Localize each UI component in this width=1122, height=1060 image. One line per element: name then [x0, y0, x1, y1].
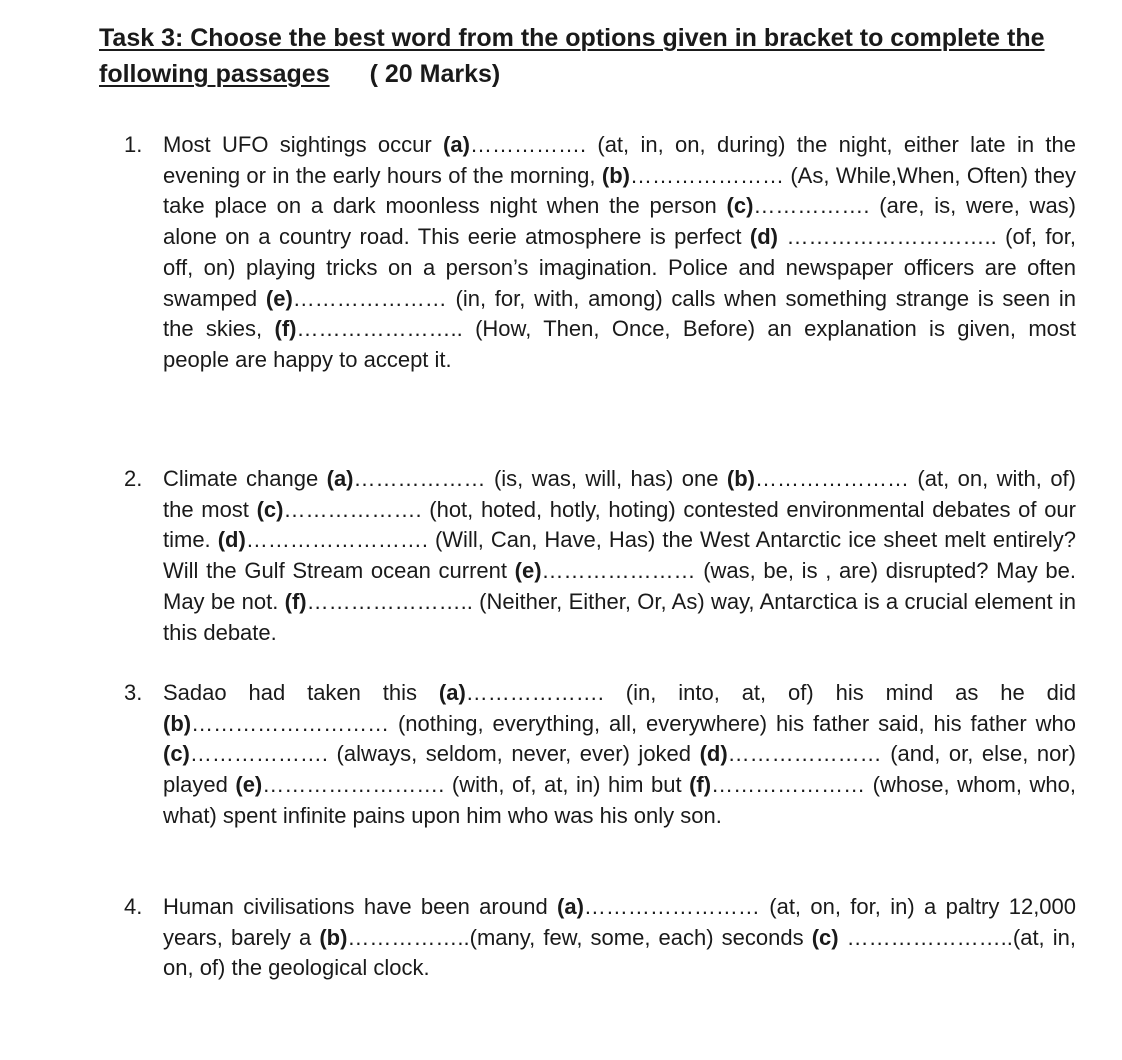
- passage-text: ………………… (in, for, with, among) calls when something strange is seen in the skies,: [163, 285, 1076, 342]
- marks-label: ( 20 Marks): [369, 60, 501, 88]
- passage-text: ………………. (always, seldom, never, ever) joked: [189, 741, 700, 767]
- passage-text: ………………….. (How, Then, Once, Before) an explanation is given, most people are happy to accept it.: [163, 316, 1077, 372]
- blank-label: (f): [274, 316, 297, 342]
- question-passage: [163, 678, 1076, 832]
- passage-text: ………………. (in, into, at, of) his mind as he did: [465, 680, 1076, 705]
- passage-text: ……………………… (nothing, everything, all, everywhere) his father said, his father who: [191, 710, 1076, 736]
- blank-label: (a): [557, 894, 584, 919]
- blank-label: (b): [726, 466, 755, 491]
- passage-text: ……………………. (with, of, at, in) him but: [262, 772, 690, 798]
- passage-text: ………………. (hot, hoted, hotly, hoting) contested environmental debates of our time.: [163, 496, 1076, 553]
- passage-text: ………………… (As, While,When, Often) they take place on a dark moonless night when the person: [163, 162, 1076, 219]
- passage-text: ……………. (are, is, were, was) alone on a country road. This eerie atmosphere is perfect: [163, 193, 1077, 250]
- blank-label: (d): [699, 741, 728, 767]
- question-number: 3.: [124, 680, 143, 705]
- passage-text: ……………………. (Will, Can, Have, Has) the West Antarctic ice sheet melt entirely? Will the Gulf Stream ocean current: [163, 527, 1076, 584]
- blank-label: (a): [443, 132, 470, 157]
- passage-text: ………………… (whose, whom, who, what) spent infinite pains upon him who was his only son.: [163, 772, 1076, 828]
- passage-text: …………………… (at, on, for, in) a paltry 12,000 years, barely a: [163, 894, 1077, 950]
- blank-label: (c): [256, 496, 284, 522]
- blank-label: (c): [811, 924, 839, 950]
- blank-label: (c): [726, 193, 754, 219]
- blank-label: (b): [601, 162, 630, 188]
- question-4: [124, 892, 1076, 984]
- passage-text: ……………… (is, was, will, has) one: [353, 466, 727, 491]
- question-passage: [163, 464, 1076, 648]
- blank-label: (a): [326, 466, 354, 491]
- blank-label: (b): [163, 710, 192, 736]
- blank-label: (d): [749, 224, 779, 250]
- passage-text: ……………. (at, in, on, during) the night, either late in the evening or in the early hours of the morning,: [163, 132, 1077, 188]
- blank-label: (f): [284, 588, 307, 614]
- blank-label: (b): [319, 924, 348, 950]
- question-1: [124, 130, 1076, 376]
- passage-text: ……………………….. (of, for, off, on) playing tricks on a person’s imagination. Police and newspaper officers are often swamped: [163, 224, 1077, 311]
- blank-label: (f): [689, 772, 712, 798]
- question-3: [124, 678, 1076, 832]
- question-number: 2.: [124, 466, 143, 491]
- passage-text: Most UFO sightings occur: [163, 132, 444, 157]
- passage-text: Human civilisations have been around: [163, 894, 558, 919]
- title-line-2: following passages: [99, 60, 330, 88]
- blank-label: (c): [163, 741, 190, 767]
- task-title: [99, 20, 1089, 92]
- passage-text: ………………… (at, on, with, of) the most: [163, 466, 1076, 522]
- question-passage: [163, 130, 1076, 376]
- passage-text: ………………….. (Neither, Either, Or, As) way, Antarctica is a crucial element in this debate.: [163, 588, 1077, 645]
- title-line-1: Task 3: Choose the best word from the options given in bracket to complete the: [99, 24, 1045, 52]
- blank-label: (e): [235, 772, 263, 798]
- passage-text: …………………..(at, in, on, of) the geological clock.: [163, 924, 1076, 981]
- passage-text: ……………..(many, few, some, each) seconds: [347, 924, 812, 950]
- question-passage: [163, 892, 1076, 984]
- blank-label: (a): [438, 680, 466, 705]
- blank-label: (e): [265, 285, 293, 311]
- passage-text: Sadao had taken this: [163, 680, 439, 705]
- blank-label: (e): [514, 558, 542, 584]
- passage-text: ………………… (was, be, is , are) disrupted? May be. May be not.: [163, 558, 1076, 614]
- passage-text: ………………… (and, or, else, nor) played: [163, 741, 1077, 798]
- passage-text: Climate change: [163, 466, 327, 491]
- question-number: 4.: [124, 894, 143, 919]
- blank-label: (d): [217, 527, 246, 553]
- question-number: 1.: [124, 132, 143, 157]
- question-2: [124, 464, 1076, 648]
